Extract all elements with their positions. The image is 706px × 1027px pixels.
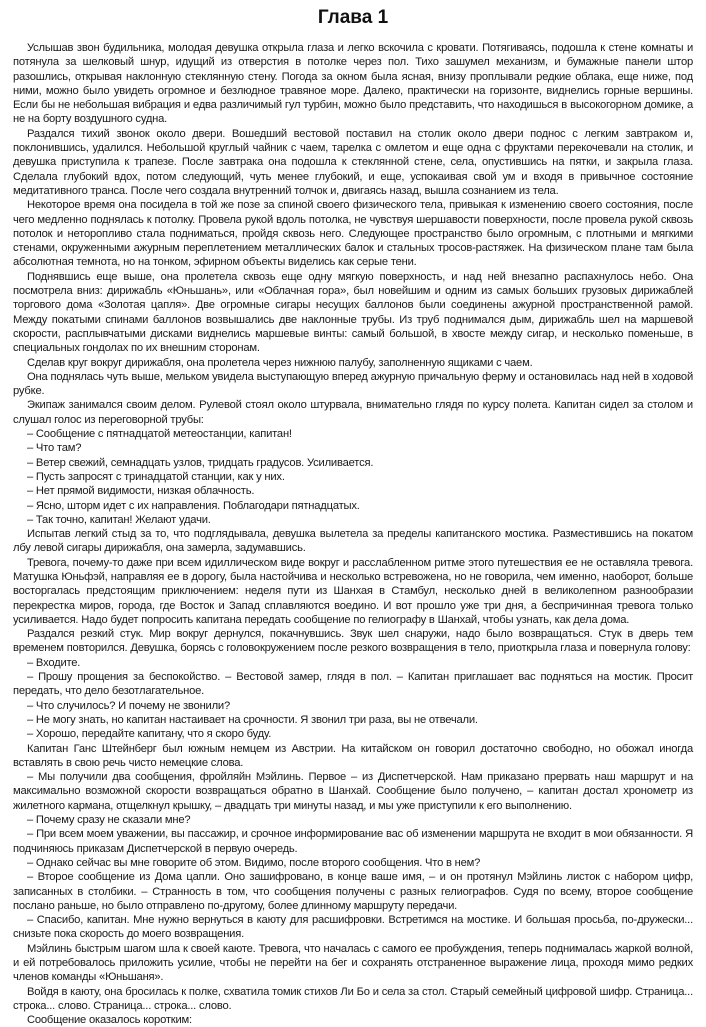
paragraph: Раздался резкий стук. Мир вокруг дернулся, покачнувшись. Звук шел снаружи, надо было возвращаться. Стук в дверь тем временем повторился. Девушка, борясь с головокружением после резкого возвращения в тело, приоткрыла глаза и повернула голову: (13, 628, 693, 655)
dialogue-line: – Нет прямой видимости, низкая облачность. (27, 485, 255, 498)
dialogue-line: – Спасибо, капитан. Мне нужно вернуться в каюту для расшифровки. Встретимся на мостике. И большая просьба, по-дружески... снизьте пока скорость до моего возвращения. (13, 914, 693, 941)
paragraph: Капитан Ганс Штейнберг был южным немцем из Австрии. На китайском он говорил достаточно свободно, но обожал иногда вставлять в свою речь чисто немецкие слова. (13, 742, 693, 769)
dialogue-line: – Однако сейчас вы мне говорите об этом. Видимо, после второго сообщения. Что в нем? (27, 856, 481, 869)
dialogue-line: – Почему сразу не сказали мне? (27, 814, 191, 827)
dialogue-line: – Не могу знать, но капитан настаивает на срочности. Я звонил три раза, вы не отвечали. (27, 713, 478, 726)
dialogue-line: – Пусть запросят с тринадцатой станции, как у них. (27, 470, 285, 483)
dialogue-line: – Что случилось? И почему не звонили? (27, 699, 230, 712)
paragraph: Войдя в каюту, она бросилась к полке, схватила томик стихов Ли Бо и села за стол. Старый семейный цифровой шифр. Страница... строка... слово. Страница... строка... слово. (13, 985, 693, 1012)
paragraph: Тревога, почему-то даже при всем идиллическом виде вокруг и расслабленном ритме этого путешествия ее не оставляла тревога. Матушка Юньфэй, направляя ее в дорогу, была настойчива и несколько встревожена, но не говорила, чем именно, наоборот, больше восторгалась предстоящим приключением: неделя пути из Шанхая в Стамбул, несколько дней в великолепном разнообразии перекрестка миров, города, где Восток и Запад сплавляются воедино. И вот прошло уже три дня, а беспричинная тревога только усиливается. Надо будет попросить капитана передать сообщение по гелиографу в Шанхай, чтобы узнать, как дела дома. (13, 556, 693, 626)
paragraph: Раздался тихий звонок около двери. Вошедший вестовой поставил на столик около двери поднос с легким завтраком и, поклонившись, удалился. Небольшой круглый чайник с чаем, тарелка с омлетом и еще одна с фруктами перекочевали на столик, и девушка приступила к трапезе. После завтрака она подошла к стеклянной стене, села, опустившись на пятки, и закрыла глаза. Сделала глубокий вдох, потом следующий, чуть менее глубокий, и еще, успокаивая свой ум и входя в привычное состояние медитативного транса. После чего создала внутренний толчок и, двигаясь назад, вышла сознанием из тела. (13, 127, 693, 197)
paragraph: Сделав круг вокруг дирижабля, она пролетела через нижнюю палубу, заполненную ящиками с чаем. (27, 356, 533, 369)
dialogue-line: – Мы получили два сообщения, фройляйн Мэйлинь. Первое – из Диспетчерской. Нам приказано прервать наш маршрут и на максимально возможной скорости возвращаться обратно в Шанхай. Сообщение было получено, – капитан достал хронометр из жилетного кармана, отщелкнул крышку, – двадцать три минуты назад, и мы уже приступили к его выполнению. (13, 771, 693, 812)
dialogue-line: – Входите. (27, 656, 81, 669)
dialogue-line: – Хорошо, передайте капитану, что я скоро буду. (27, 728, 272, 741)
paragraph: Некоторое время она посидела в той же позе за спиной своего физического тела, привыкая к изменению своего состояния, после чего медленно поднялась к потолку. Провела рукой вдоль потолка, не чувствуя шершавости поверхности, после провела рукой сквозь потолок и неторопливо стала подниматься, пройдя сквозь него. Следующее пространство было огромным, с плотными и мягкими стенами, окруженными ажурным переплетением металлических балок и стальных тросов-растяжек. На физическом плане там была абсолютная темнота, но на тонком, эфирном объекты виделись как серые тени. (13, 199, 693, 269)
dialogue-line: – Сообщение с пятнадцатой метеостанции, капитан! (27, 428, 292, 441)
dialogue-line: – Прошу прощения за беспокойство. – Вестовой замер, глядя в пол. – Капитан приглашает вас подняться на мостик. Просит передать, что дело безотлагательное. (13, 671, 693, 698)
paragraph: Она поднялась чуть выше, мельком увидела выступающую вперед ажурную причальную ферму и остановилась над ней в ходовой рубке. (13, 370, 693, 398)
paragraph: Услышав звон будильника, молодая девушка открыла глаза и легко вскочила с кровати. Потягиваясь, подошла к стене комнаты и потянула за шелковый шнур, идущий из отверстия в потолке через пол. Тихо зашумел механизм, и бумажные панели штор разошлись, открывая наклонную стеклянную стену. Погода за окном была ясная, внизу проплывали редкие облака, еще ниже, под ними, можно было увидеть огромное и безлюдное травяное море. Далеко, практически на горизонте, виднелись горные вершины. Если бы не небольшая вибрация и едва различимый гул турбин, можно было представить, что находишься в высокогорном домике, а не на борту воздушного судна. (13, 42, 693, 126)
chapter-title: Глава 1 (317, 7, 389, 28)
dialogue-line: – При всем моем уважении, вы пассажир, и срочное информирование вас об изменении маршрута не входит в мои обязанности. Я подчиняюсь приказам Диспетчерской в первую очередь. (13, 828, 693, 855)
paragraph: Мэйлинь быстрым шагом шла к своей каюте. Тревога, что началась с самого ее пробуждения, теперь поднималась жаркой волной, и ей потребовалось приложить усилие, чтобы не перейти на бег и сохранять отстраненное выражение лица, проходя мимо редких членов команды «Юньшаня». (13, 942, 693, 984)
dialogue-line: – Ветер свежий, семнадцать узлов, тридцать градусов. Усиливается. (27, 456, 374, 469)
paragraph: Экипаж занимался своим делом. Рулевой стоял около штурвала, внимательно глядя по курсу полета. Капитан сидел за столом и слушал голос из переговорной трубы: (13, 399, 693, 426)
dialogue-line: – Ясно, шторм идет с их направления. Поблагодари пятнадцатых. (27, 499, 360, 512)
paragraph: Поднявшись еще выше, она пролетела сквозь еще одну мягкую поверхность, и над ней внезапно распахнулось небо. Она посмотрела вниз: дирижабль «Юньшань», или «Облачная гора», был новейшим и одним из самых больших грузовых дирижаблей торгового дома «Золотая цапля». Две огромные сигары несущих баллонов были соединены ажурной пространственной рамой. Между покатыми спинами баллонов возвышались две наклонные трубы. Из труб поднимался дым, дирижабль шел на маршевой скорости, расплывчатыми дисками виднелись маршевые винты: самый большой, в хвосте между сигар, и несколько поменьше, в специальных гондолах по их внешним сторонам. (13, 270, 693, 355)
paragraph: Сообщение оказалось коротким: (27, 1014, 192, 1027)
dialogue-line: – Второе сообщение из Дома цапли. Оно зашифровано, в конце ваше имя, – и он протянул Мэйлинь листок с набором цифр, записанных в столбики. – Странность в том, что сообщения получены с разных гелиографов. Судя по всему, второе сообщение послано раньше, но было отправлено по-другому, более длинному маршруту передачи. (13, 871, 693, 912)
dialogue-line: – Так точно, капитан! Желают удачи. (27, 513, 211, 526)
paragraph: Испытав легкий стыд за то, что подглядывала, девушка вылетела за пределы капитанского мостика. Разместившись на покатом лбу левой сигары дирижабля, она замерла, задумавшись. (13, 528, 693, 555)
dialogue-line: – Что там? (27, 442, 82, 455)
